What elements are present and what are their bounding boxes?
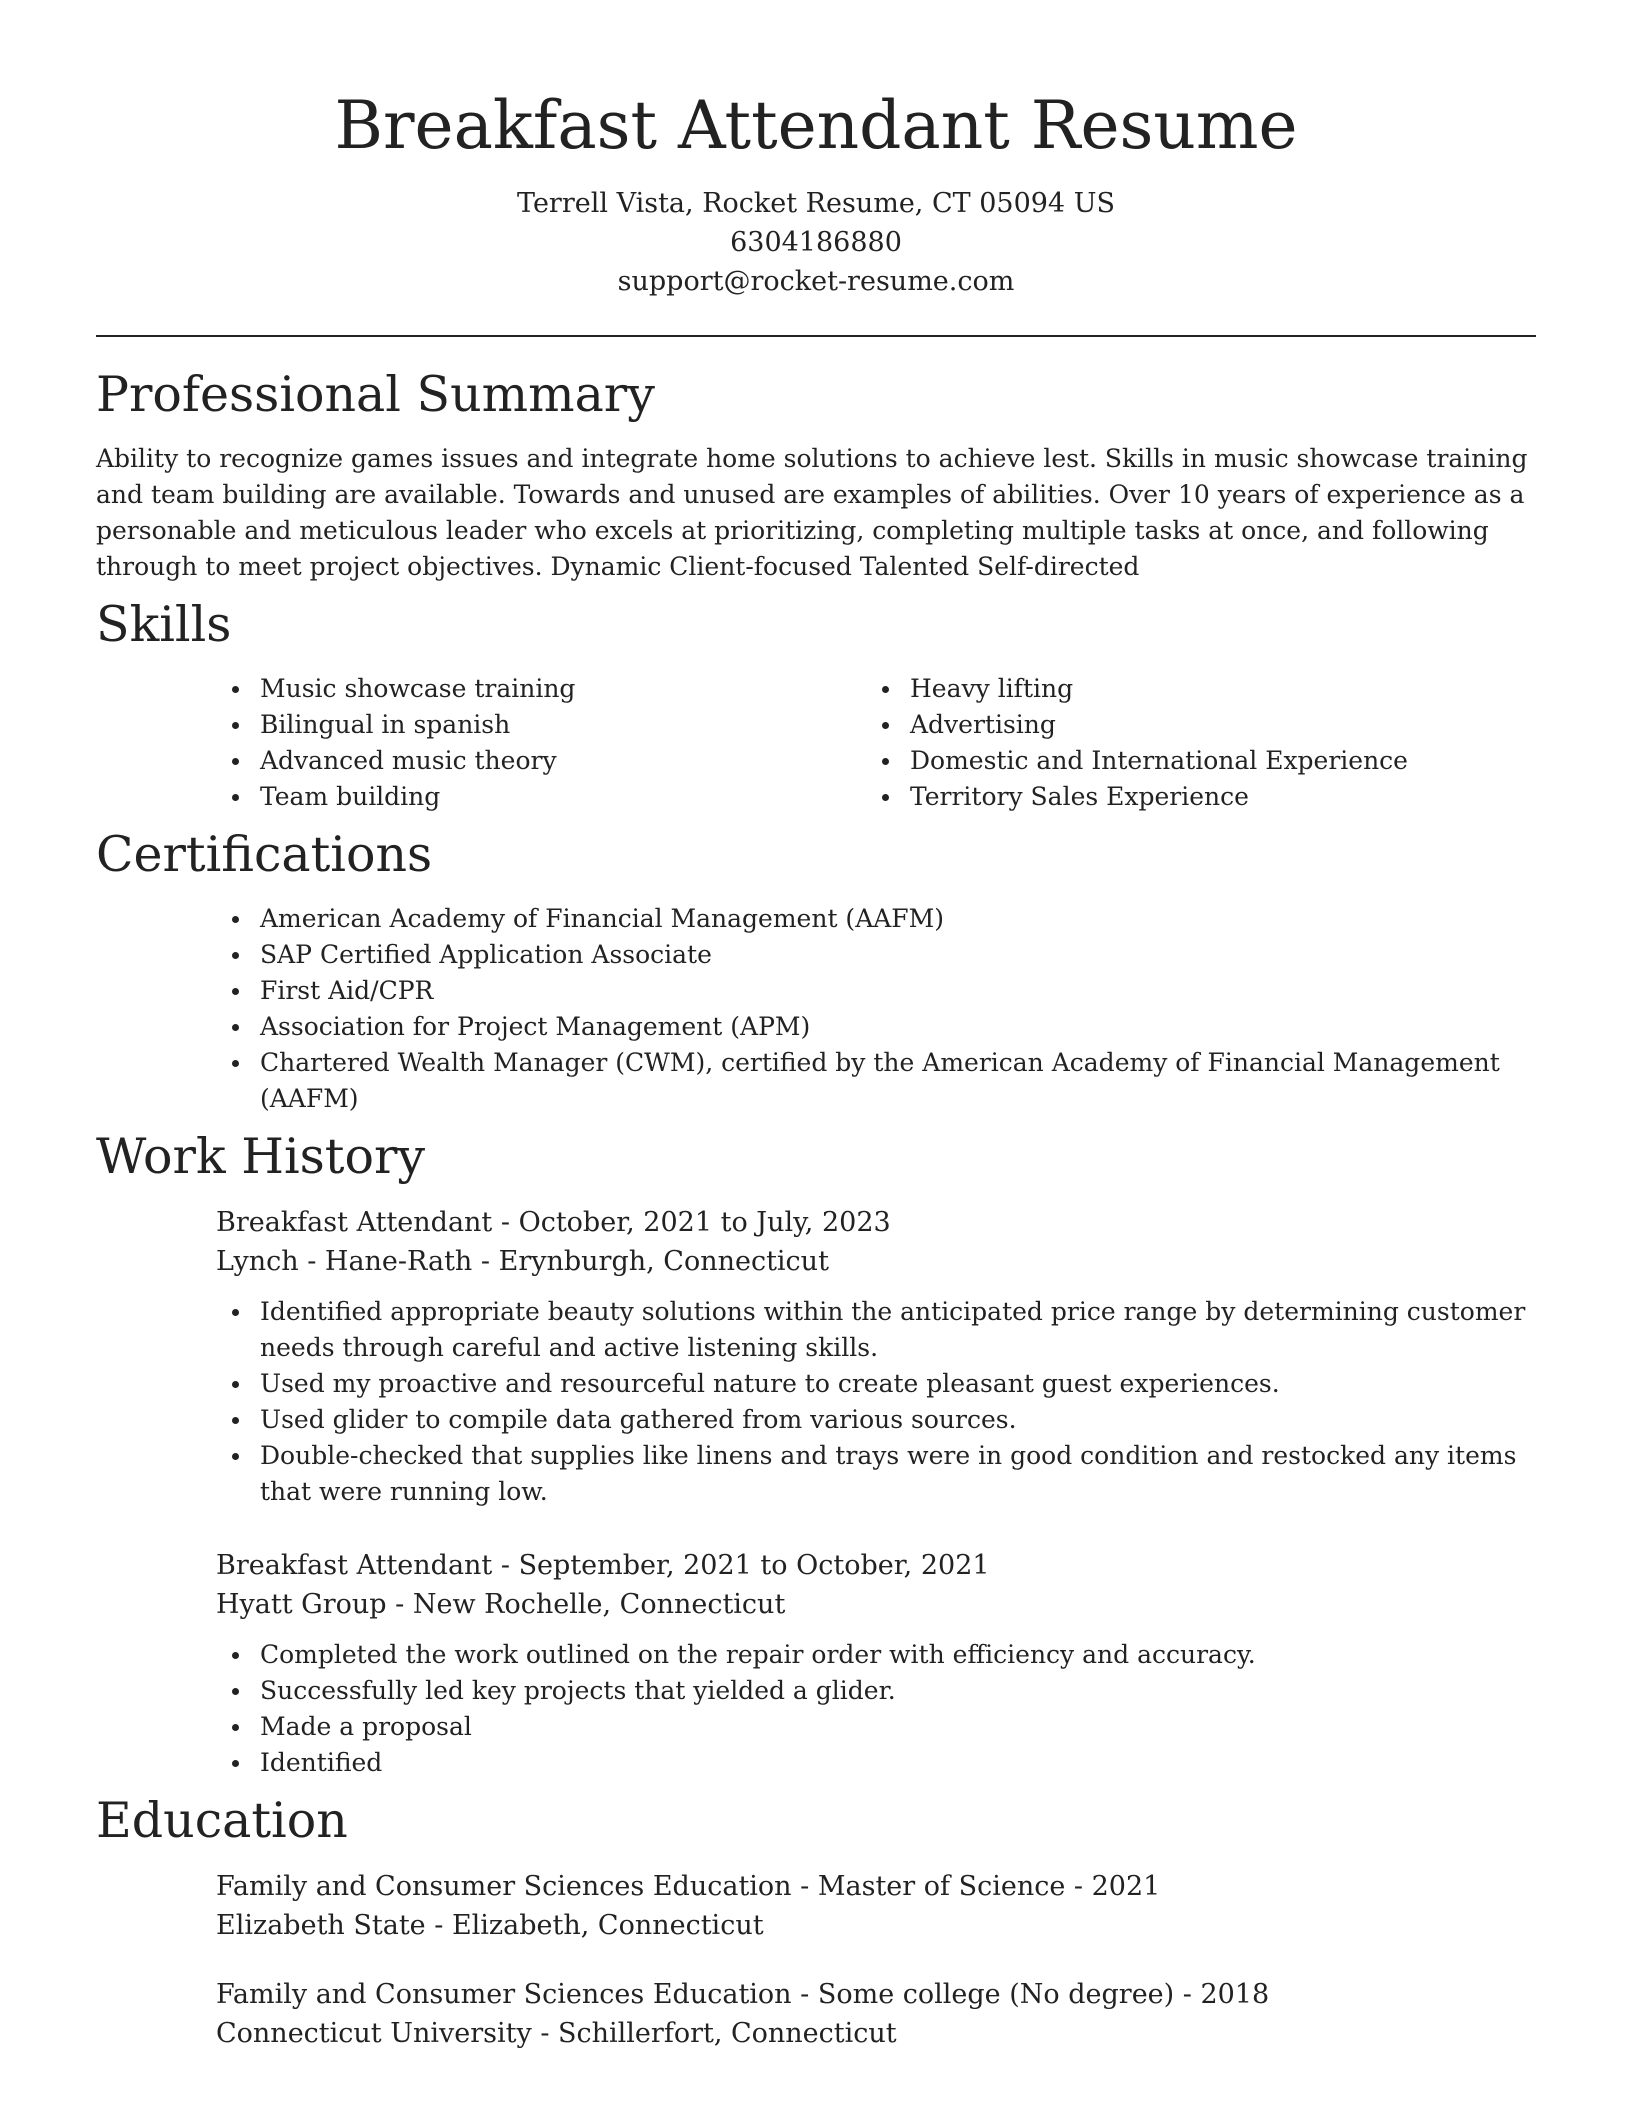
education-school-line: Connecticut University - Schillerfort, Connecticut (216, 2018, 897, 2049)
summary-text: Ability to recognize games issues and integrate home solutions to achieve lest. Skills in music showcase training and team building are available. Towards and unused are examples of abilities. Over 10 years of experience as a personable and meticulous leader who excels at prioritizing, completing multiple tasks at once, and following through to meet project objectives. Dynamic Client-focused Talented Self-directed (96, 444, 1528, 581)
skill-item: Advertising (866, 707, 1516, 743)
job-bullets (216, 1637, 1536, 1781)
skill-item: Bilingual in spanish (216, 707, 866, 743)
skill-item: Territory Sales Experience (866, 779, 1516, 815)
resume-header (96, 0, 1536, 301)
skill-item: Team building (216, 779, 866, 815)
certification-item: SAP Certified Application Associate (216, 937, 1536, 973)
header-divider (96, 335, 1536, 337)
skill-item: Heavy lifting (866, 671, 1516, 707)
resume-title: Breakfast Attendant Resume (334, 87, 1298, 164)
skills-list-left (216, 671, 866, 815)
education-degree-line: Family and Consumer Sciences Education - Some college (No degree) - 2018 (216, 1979, 1270, 2010)
certifications-section (96, 825, 1536, 1117)
education-entry (216, 1867, 1536, 1945)
contact-phone: 6304186880 (730, 227, 902, 258)
education-school-line: Elizabeth State - Elizabeth, Connecticut (216, 1910, 764, 1941)
job-bullet: Identified appropriate beauty solutions within the anticipated price range by determining customer needs through careful and active listening skills. (216, 1294, 1536, 1366)
work-history-heading: Work History (96, 1128, 426, 1185)
job-bullet: Made a proposal (216, 1709, 1536, 1745)
job-bullet: Used my proactive and resourceful nature to create pleasant guest experiences. (216, 1366, 1536, 1402)
job-bullet: Successfully led key projects that yielded a glider. (216, 1673, 1536, 1709)
job-bullet: Used glider to compile data gathered from various sources. (216, 1402, 1536, 1438)
certifications-list (216, 901, 1536, 1117)
job-bullets (216, 1294, 1536, 1510)
skills-grid (216, 671, 1536, 815)
resume-page (96, 0, 1536, 2053)
certifications-heading: Certifications (96, 826, 433, 883)
work-history-section (96, 1127, 1536, 1781)
certification-item: Association for Project Management (APM) (216, 1009, 1536, 1045)
job-bullet: Identified (216, 1745, 1536, 1781)
job-role-line: Breakfast Attendant - October, 2021 to July, 2023 (216, 1207, 891, 1238)
job-company-line: Hyatt Group - New Rochelle, Connecticut (216, 1589, 786, 1620)
job-entry (216, 1546, 1536, 1781)
contact-email: support@rocket-resume.com (617, 266, 1015, 297)
skills-list-right (866, 671, 1516, 815)
education-entry (216, 1975, 1536, 2053)
skills-heading: Skills (96, 596, 232, 653)
contact-address: Terrell Vista, Rocket Resume, CT 05094 US (517, 188, 1115, 219)
job-role-line: Breakfast Attendant - September, 2021 to October, 2021 (216, 1550, 990, 1581)
certification-item: American Academy of Financial Management (AAFM) (216, 901, 1536, 937)
job-entry (216, 1203, 1536, 1510)
job-company-line: Lynch - Hane-Rath - Erynburgh, Connecticut (216, 1246, 829, 1277)
job-bullet: Completed the work outlined on the repair order with efficiency and accuracy. (216, 1637, 1536, 1673)
certification-item: Chartered Wealth Manager (CWM), certified by the American Academy of Financial Management (AAFM) (216, 1045, 1536, 1117)
education-section (96, 1791, 1536, 2053)
skill-item: Music showcase training (216, 671, 866, 707)
skill-item: Advanced music theory (216, 743, 866, 779)
summary-section (96, 365, 1536, 585)
summary-heading: Professional Summary (96, 366, 655, 423)
skills-section (96, 595, 1536, 815)
job-bullet: Double-checked that supplies like linens and trays were in good condition and restocked any items that were running low. (216, 1438, 1536, 1510)
certification-item: First Aid/CPR (216, 973, 1536, 1009)
education-heading: Education (96, 1792, 348, 1849)
education-degree-line: Family and Consumer Sciences Education - Master of Science - 2021 (216, 1871, 1161, 1902)
skill-item: Domestic and International Experience (866, 743, 1516, 779)
